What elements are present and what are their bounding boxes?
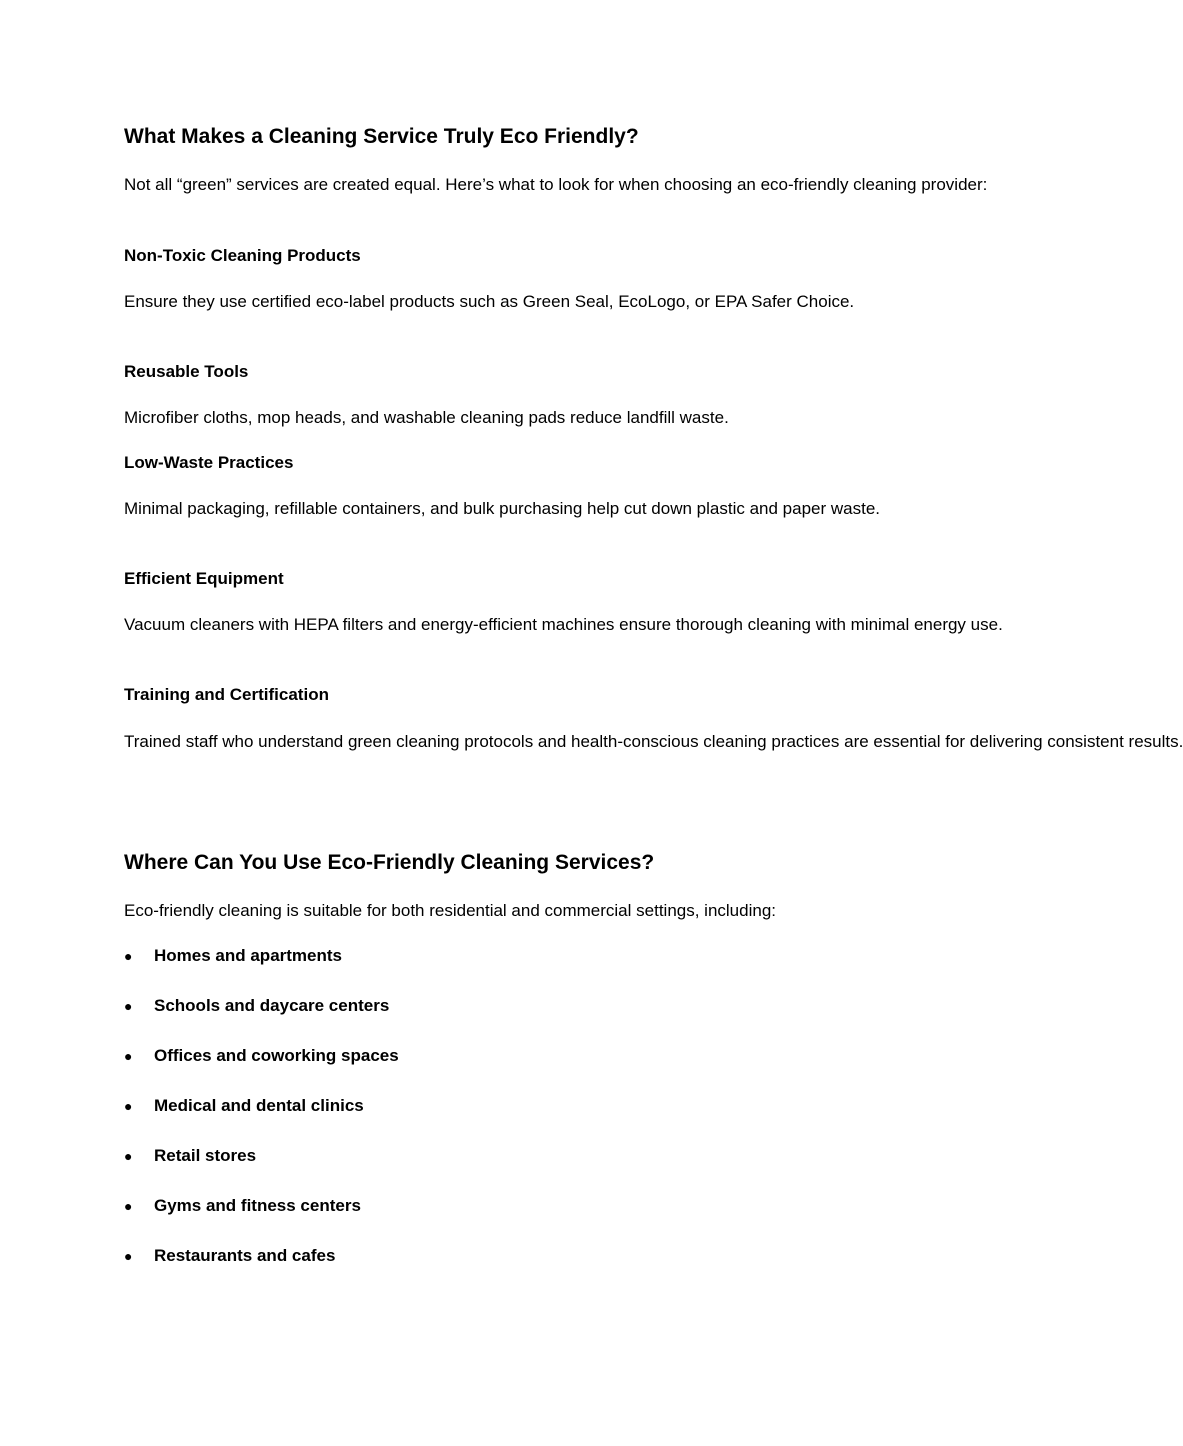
item-title-training: Training and Certification (124, 685, 329, 704)
section-heading-eco-friendly: What Makes a Cleaning Service Truly Eco Friendly? (124, 125, 639, 148)
list-item-label: Homes and apartments (154, 946, 342, 965)
item-title-non-toxic: Non-Toxic Cleaning Products (124, 246, 361, 265)
item-body-non-toxic: Ensure they use certified eco-label products such as Green Seal, EcoLogo, or EPA Safer Choice. (124, 292, 855, 311)
list-item-label: Medical and dental clinics (154, 1096, 364, 1115)
list-item (124, 1044, 399, 1068)
bullet-icon: ● (124, 1248, 133, 1264)
list-item (124, 1244, 336, 1268)
section-intro-where: Eco-friendly cleaning is suitable for both residential and commercial settings, including: (124, 901, 777, 920)
list-item (124, 1194, 361, 1218)
bullet-icon: ● (124, 1148, 133, 1164)
item-body-reusable-tools: Microfiber cloths, mop heads, and washable cleaning pads reduce landfill waste. (124, 408, 729, 427)
bullet-icon: ● (124, 998, 133, 1014)
item-title-low-waste: Low-Waste Practices (124, 453, 294, 472)
list-item-label: Retail stores (154, 1146, 257, 1165)
section-heading-where-to-use: Where Can You Use Eco-Friendly Cleaning Services? (124, 851, 655, 874)
item-body-training: Trained staff who understand green cleaning protocols and health-conscious cleaning practices are essential for delivering consistent results. (124, 732, 1183, 751)
list-item (124, 944, 342, 968)
item-body-low-waste: Minimal packaging, refillable containers, and bulk purchasing help cut down plastic and paper waste. (124, 499, 880, 518)
list-item (124, 994, 390, 1018)
bullet-icon: ● (124, 1048, 133, 1064)
list-item-label: Schools and daycare centers (154, 996, 390, 1015)
item-title-reusable-tools: Reusable Tools (124, 362, 249, 381)
item-body-efficient-equipment: Vacuum cleaners with HEPA filters and energy-efficient machines ensure thorough cleaning with minimal energy use. (124, 615, 1003, 634)
list-item-label: Offices and coworking spaces (154, 1046, 399, 1065)
item-title-efficient-equipment: Efficient Equipment (124, 569, 284, 588)
bullet-icon: ● (124, 948, 133, 964)
section-intro: Not all “green” services are created equal. Here’s what to look for when choosing an eco-friendly cleaning provider: (124, 175, 988, 194)
bullet-icon: ● (124, 1198, 133, 1214)
bullet-icon: ● (124, 1098, 133, 1114)
list-item (124, 1094, 364, 1118)
list-item (124, 1144, 257, 1168)
list-item-label: Restaurants and cafes (154, 1246, 336, 1265)
list-item-label: Gyms and fitness centers (154, 1196, 361, 1215)
